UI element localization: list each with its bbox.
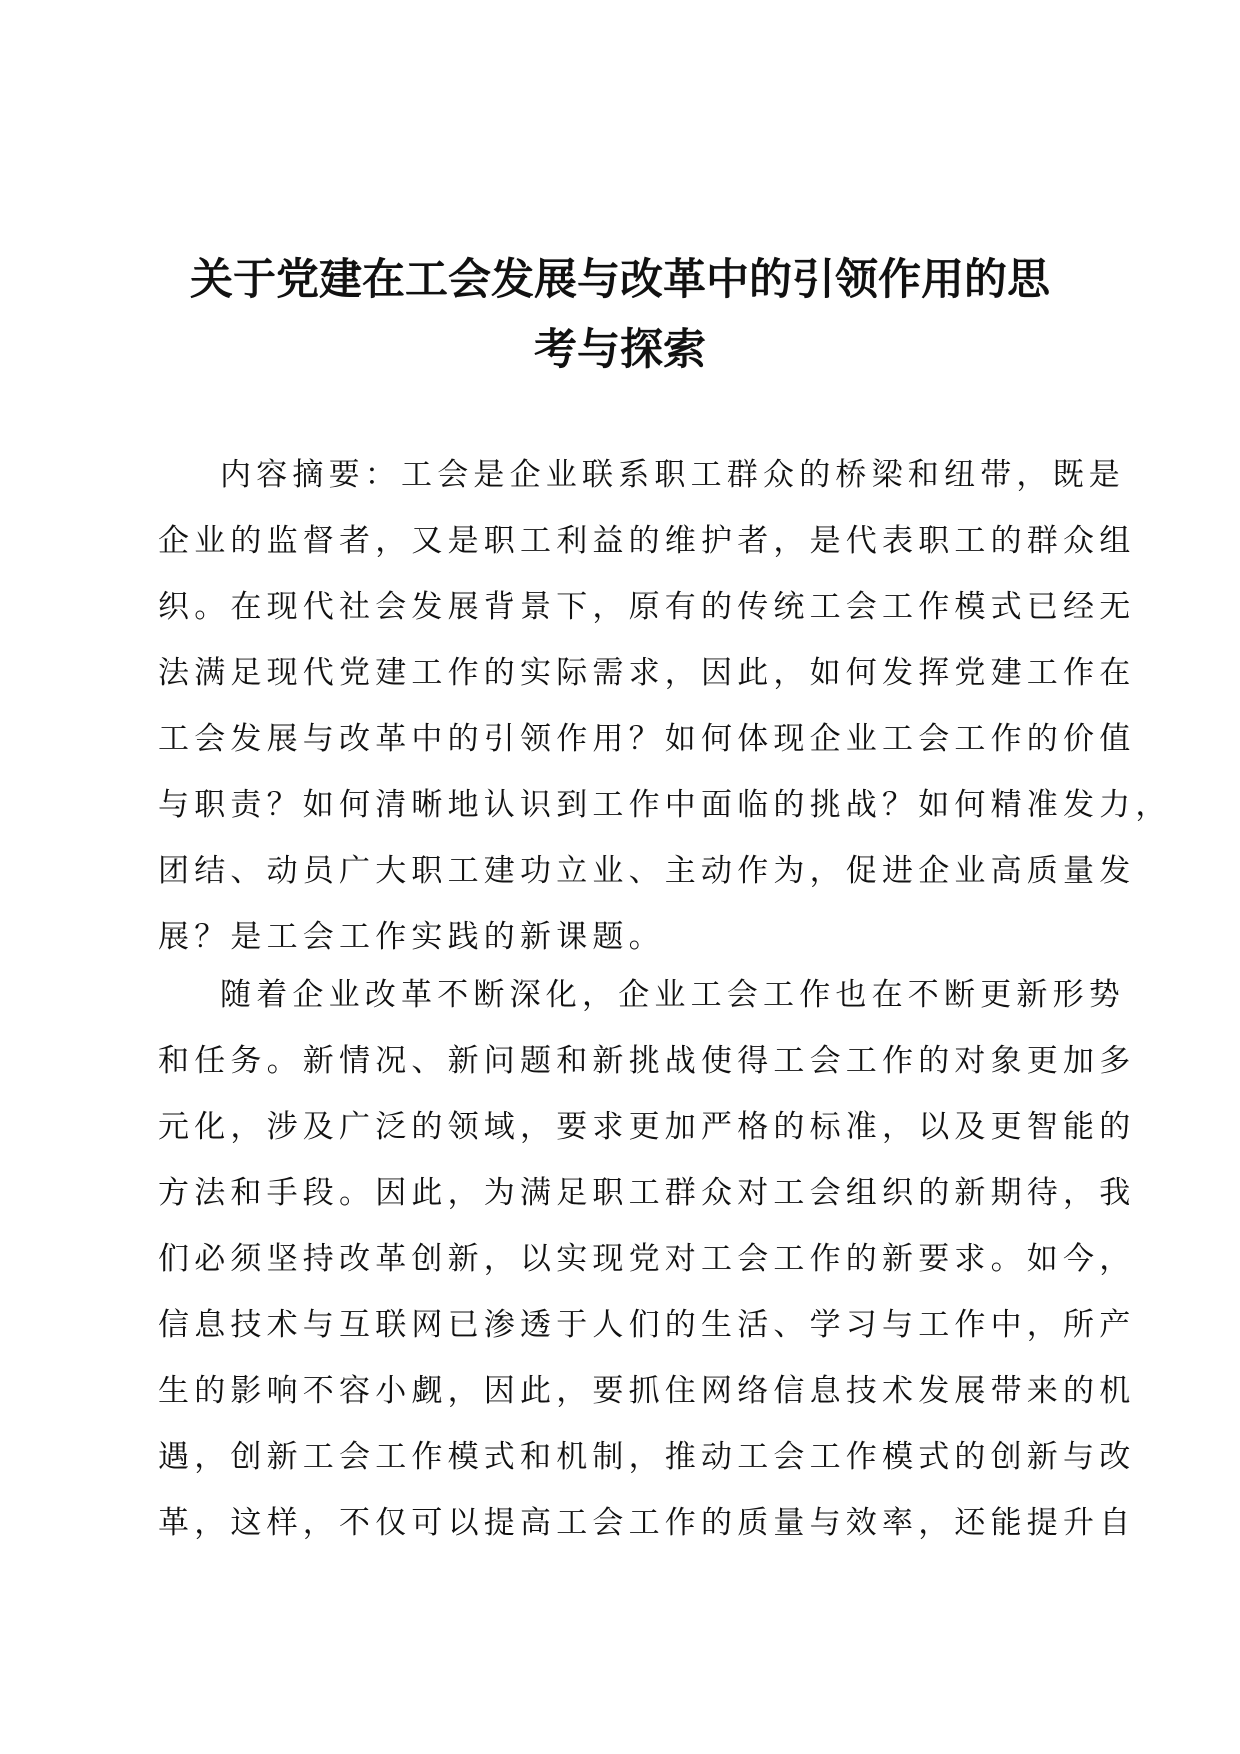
document-title <box>150 245 1090 385</box>
title-line-1: 关于党建在工会发展与改革中的引领作用的思 <box>190 255 1050 305</box>
paragraph-line-9: 革，这样，不仅可以提高工会工作的质量与效率，还能提升自 <box>158 1505 1136 1541</box>
abstract-line-7: 团结、动员广大职工建功立业、主动作为，促进企业高质量发 <box>158 853 1136 889</box>
paragraph-line-8: 遇，创新工会工作模式和机制，推动工会工作模式的创新与改 <box>158 1439 1136 1475</box>
title-line-2: 考与探索 <box>534 325 706 375</box>
abstract-line-5: 工会发展与改革中的引领作用？如何体现企业工会工作的价值 <box>158 721 1136 757</box>
paragraph-line-6: 信息技术与互联网已渗透于人们的生活、学习与工作中，所产 <box>158 1307 1136 1343</box>
paragraph-line-7: 生的影响不容小觑，因此，要抓住网络信息技术发展带来的机 <box>158 1373 1136 1409</box>
abstract-line-3: 织。在现代社会发展背景下，原有的传统工会工作模式已经无 <box>158 589 1136 625</box>
paragraph-line-1: 随着企业改革不断深化，企业工会工作也在不断更新形势 <box>220 977 1125 1013</box>
paragraph-line-5: 们必须坚持改革创新，以实现党对工会工作的新要求。如今， <box>158 1241 1136 1277</box>
abstract-paragraph <box>158 442 1172 970</box>
abstract-line-4: 法满足现代党建工作的实际需求，因此，如何发挥党建工作在 <box>158 655 1136 691</box>
abstract-line-2: 企业的监督者，又是职工利益的维护者，是代表职工的群众组 <box>158 523 1136 559</box>
paragraph-line-4: 方法和手段。因此，为满足职工群众对工会组织的新期待，我 <box>158 1175 1136 1211</box>
paragraph-line-2: 和任务。新情况、新问题和新挑战使得工会工作的对象更加多 <box>158 1043 1136 1079</box>
abstract-line-6: 与职责？如何清晰地认识到工作中面临的挑战？如何精准发力， <box>158 787 1172 823</box>
paragraph-line-3: 元化，涉及广泛的领域，要求更加严格的标准，以及更智能的 <box>158 1109 1136 1145</box>
body-paragraph-2 <box>158 962 1136 1556</box>
abstract-line-8: 展？是工会工作实践的新课题。 <box>158 919 665 955</box>
abstract-line-1: 内容摘要：工会是企业联系职工群众的桥梁和纽带，既是 <box>220 457 1125 493</box>
